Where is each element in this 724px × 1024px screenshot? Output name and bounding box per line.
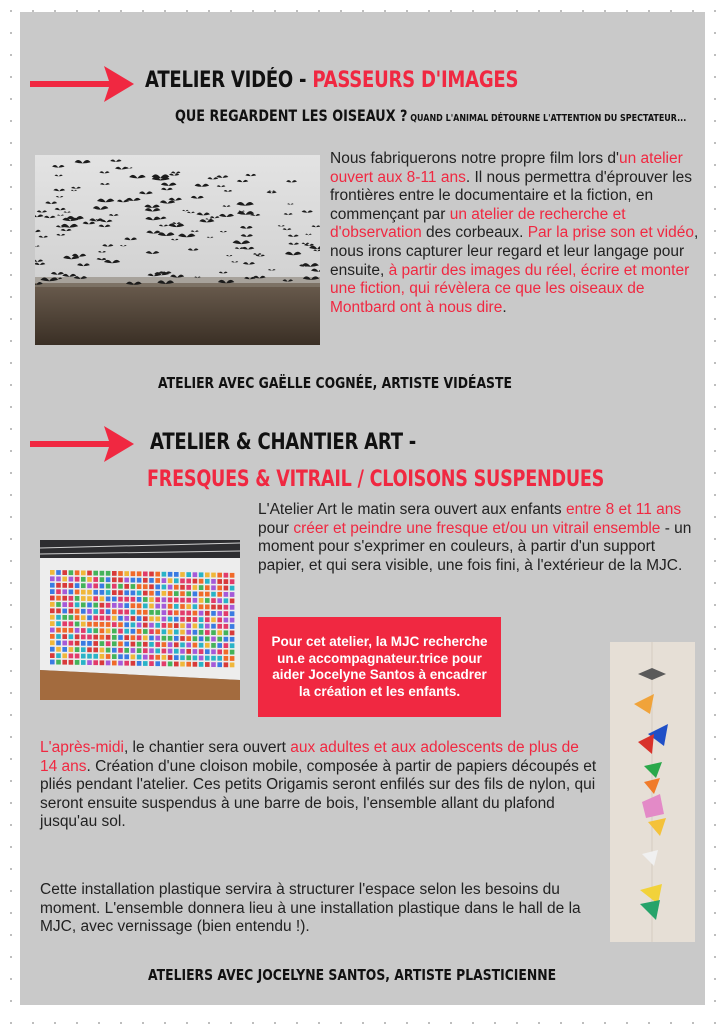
section2-subtitle: FRESQUES & VITRAIL / CLOISONS SUSPENDUES [147,467,605,492]
section2-morning-description: L'Atelier Art le matin sera ouvert aux enfants entre 8 et 11 ans pour créer et peindre une fresque et/ou un vitrail ensemble - un moment pour s'exprimer en couleurs, à partir d'un support papier, et qui sera visible, une fois fini, à l'extérieur de la MJC. [258,501,692,574]
crows-photo [35,155,320,345]
section1-title [145,68,518,93]
section2-installation-description: Cette installation plastique servira à structurer l'espace selon les besoins du moment. L'ensemble donnera lieu à une installation plastique dans le hall de la MJC, avec vernissage (bien entendu !). [40,881,581,936]
section1-credit: ATELIER AVEC GAËLLE COGNÉE, ARTISTE VIDÉASTE [158,374,512,392]
arrow-right-icon [30,424,134,464]
section1-subtitle-question: QUE REGARDENT LES OISEAUX ? [175,106,408,125]
section1-description: Nous fabriquerons notre propre film lors d'un atelier ouvert aux 8-11 ans. Il nous permettra d'éprouver les frontières entre le documentaire et la fiction, en commençant par un atelier de recherche et d'observation des corbeaux. Par la prise son et vidéo, nous irons capturer leur regard et leur langage pour ensuite, à partir des images du réel, écrire et monter une fiction, qui révèlera ce que les oiseaux de Montbard ont à nous dire. [330,150,699,316]
section2-title: ATELIER & CHANTIER ART - [150,430,417,455]
volunteer-callout: Pour cet atelier, la MJC recherche un.e accompagnateur.trice pour aider Jocelyne Santos à encadrer la création et les enfants. [258,617,501,717]
section1-subtitle-tagline: QUAND L'ANIMAL DÉTOURNE L'ATTENTION DU SPECTATEUR... [407,113,687,124]
section1-title-prefix: ATELIER VIDÉO - [145,68,313,93]
section1-subtitle [175,106,686,125]
arrow-right-icon [30,64,134,104]
fresque-photo [40,540,240,700]
origami-mobile-photo [610,642,695,942]
section2-credit: ATELIERS AVEC JOCELYNE SANTOS, ARTISTE PLASTICIENNE [148,966,557,984]
section2-afternoon-description: L'après-midi, le chantier sera ouvert aux adultes et aux adolescents de plus de 14 ans. Création d'une cloison mobile, composée à partir de papiers découpés et pliés pendant l'atelier. Ces petits Origamis seront enfilés sur des fils de nylon, qui seront ensuite suspendus à une barre de bois, l'ensemble allant du plafond jusqu'au sol. [40,739,597,831]
section1-title-highlight: PASSEURS D'IMAGES [312,68,519,93]
